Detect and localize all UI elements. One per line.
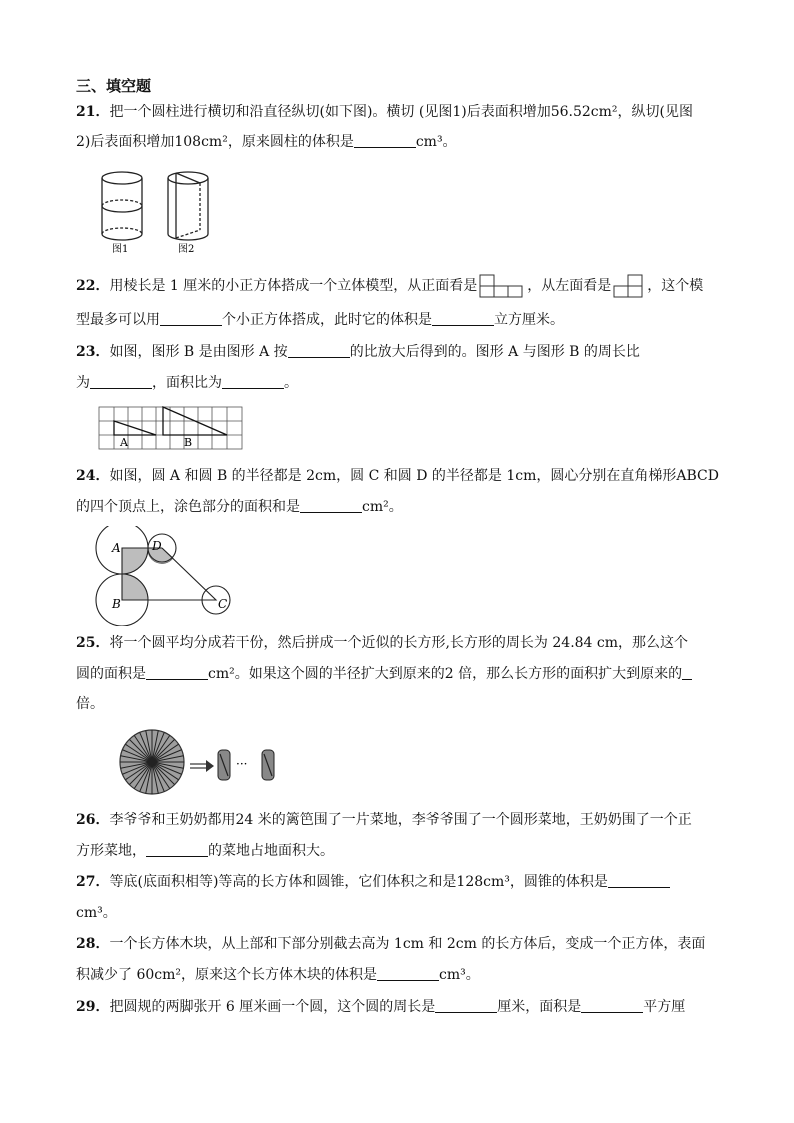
answer-blank[interactable] — [146, 665, 208, 680]
q26-line1 — [76, 810, 692, 830]
q21-line2 — [76, 132, 457, 152]
q25-line2 — [76, 664, 692, 684]
q24-line2 — [76, 497, 403, 517]
figure-label: 图2 — [178, 244, 195, 255]
answer-blank[interactable] — [682, 665, 692, 680]
answer-blank[interactable] — [288, 343, 350, 358]
vertex-label-d: D — [152, 539, 162, 553]
shape-label-a: A — [120, 436, 128, 449]
question-number: 26． — [76, 812, 110, 828]
question-text: cm²。如果这个圆的半径扩大到原来的2 倍，那么长方形的面积扩大到原来的 — [208, 666, 683, 682]
answer-blank[interactable] — [432, 311, 494, 326]
question-number: 29． — [76, 999, 110, 1015]
unit-text: cm²。 — [362, 499, 403, 515]
q28-line1 — [76, 934, 705, 954]
left-view-icon — [613, 274, 645, 298]
question-text: ，这个模 — [647, 278, 704, 294]
question-text: ，面积比为 — [152, 375, 222, 391]
question-text: 的比放大后得到的。图形 A 与图形 B 的周长比 — [349, 344, 640, 360]
question-text: 积减少了 60cm²，原来这个长方体木块的体积是 — [76, 967, 377, 983]
vertex-label-c: C — [218, 597, 228, 611]
question-text: 2)后表面积增加108cm²，原来圆柱的体积是 — [76, 134, 354, 150]
question-number: 28． — [76, 936, 110, 952]
answer-blank[interactable] — [90, 374, 152, 389]
question-text: 个小正方体搭成，此时它的体积是 — [222, 312, 432, 328]
circle-rearrange-figure — [118, 728, 284, 796]
unit-text: cm³。 — [415, 134, 457, 150]
vertex-label-a: A — [112, 541, 121, 555]
q22-line2 — [76, 310, 564, 330]
question-text: 把一个圆柱进行横切和沿直径纵切(如下图)。横切 (见图1)后表面积增加56.52cm²，纵切(见图 — [109, 104, 693, 120]
question-text: 的菜地占地面积大。 — [208, 843, 334, 859]
q25-line3 — [76, 694, 104, 714]
answer-blank[interactable] — [581, 998, 643, 1013]
answer-blank[interactable] — [160, 311, 222, 326]
unit-text: cm³。 — [76, 905, 117, 921]
q23-line1 — [76, 342, 640, 362]
answer-blank[interactable] — [608, 873, 670, 888]
answer-blank[interactable] — [354, 133, 416, 148]
q26-line2 — [76, 841, 334, 861]
question-text: 的四个顶点上，涂色部分的面积和是 — [76, 499, 300, 515]
question-text: 方形菜地， — [76, 843, 146, 859]
question-text: 圆的面积是 — [76, 666, 146, 682]
unit-text: cm³。 — [439, 967, 480, 983]
answer-blank[interactable] — [222, 374, 284, 389]
question-text: 平方厘 — [643, 999, 686, 1015]
question-text: 将一个圆平均分成若干份，然后拼成一个近似的长方形,长方形的周长为 24.84 cm，那么这个 — [109, 635, 689, 651]
q28-line2 — [76, 965, 480, 985]
trapezoid-circles-figure — [94, 526, 240, 626]
question-text: 把圆规的两脚张开 6 厘米画一个圆，这个圆的周长是 — [109, 999, 436, 1015]
q21-line1 — [76, 102, 693, 122]
q24-line1 — [76, 466, 719, 486]
shape-label-b: B — [184, 436, 193, 449]
answer-blank[interactable] — [435, 998, 497, 1013]
answer-blank[interactable] — [146, 842, 208, 857]
question-number: 25． — [76, 635, 110, 651]
q25-line1 — [76, 633, 688, 653]
question-text: 等底(底面积相等)等高的长方体和圆锥，它们体积之和是128cm³，圆锥的体积是 — [109, 874, 608, 890]
figure-label: 图1 — [112, 244, 129, 255]
question-text: 一个长方体木块，从上部和下部分别截去高为 1cm 和 2cm 的长方体后，变成一个正方体，表面 — [109, 936, 706, 952]
section-title: 三、填空题 — [76, 77, 152, 95]
vertex-label-b: B — [112, 597, 121, 611]
question-number: 22． — [76, 278, 110, 294]
question-text: 用棱长是 1 厘米的小正方体搭成一个立体模型，从正面看是 — [109, 278, 478, 294]
question-text: ，从左面看是 — [527, 278, 612, 294]
ellipsis-text: ··· — [236, 757, 248, 771]
grid-figure — [98, 406, 244, 452]
question-text: 李爷爷和王奶奶都用24 米的篱笆围了一片菜地，李爷爷围了一个圆形菜地，王奶奶围了一个正 — [109, 812, 692, 828]
q29-line1 — [76, 997, 685, 1017]
question-text: 如图，图形 B 是由图形 A 按 — [109, 344, 288, 360]
question-text: 如图，圆 A 和圆 B 的半径都是 2cm，圆 C 和圆 D 的半径都是 1cm，圆心分别在直角梯形ABCD — [109, 468, 719, 484]
question-text: 型最多可以用 — [76, 312, 160, 328]
q22-line1 — [76, 274, 703, 298]
answer-blank[interactable] — [300, 498, 362, 513]
question-text: 厘米，面积是 — [497, 999, 582, 1015]
cylinder-figure — [94, 166, 226, 256]
question-text: 。 — [284, 375, 298, 391]
question-text: 倍。 — [76, 696, 104, 712]
question-number: 27． — [76, 874, 110, 890]
question-number: 21． — [76, 104, 110, 120]
front-view-icon — [479, 274, 525, 298]
q23-line2 — [76, 373, 298, 393]
question-number: 24． — [76, 468, 110, 484]
question-text: 为 — [76, 375, 90, 391]
unit-text: 立方厘米。 — [494, 312, 564, 328]
answer-blank[interactable] — [377, 966, 439, 981]
question-number: 23． — [76, 344, 110, 360]
q27-line2 — [76, 903, 117, 923]
q27-line1 — [76, 872, 670, 892]
